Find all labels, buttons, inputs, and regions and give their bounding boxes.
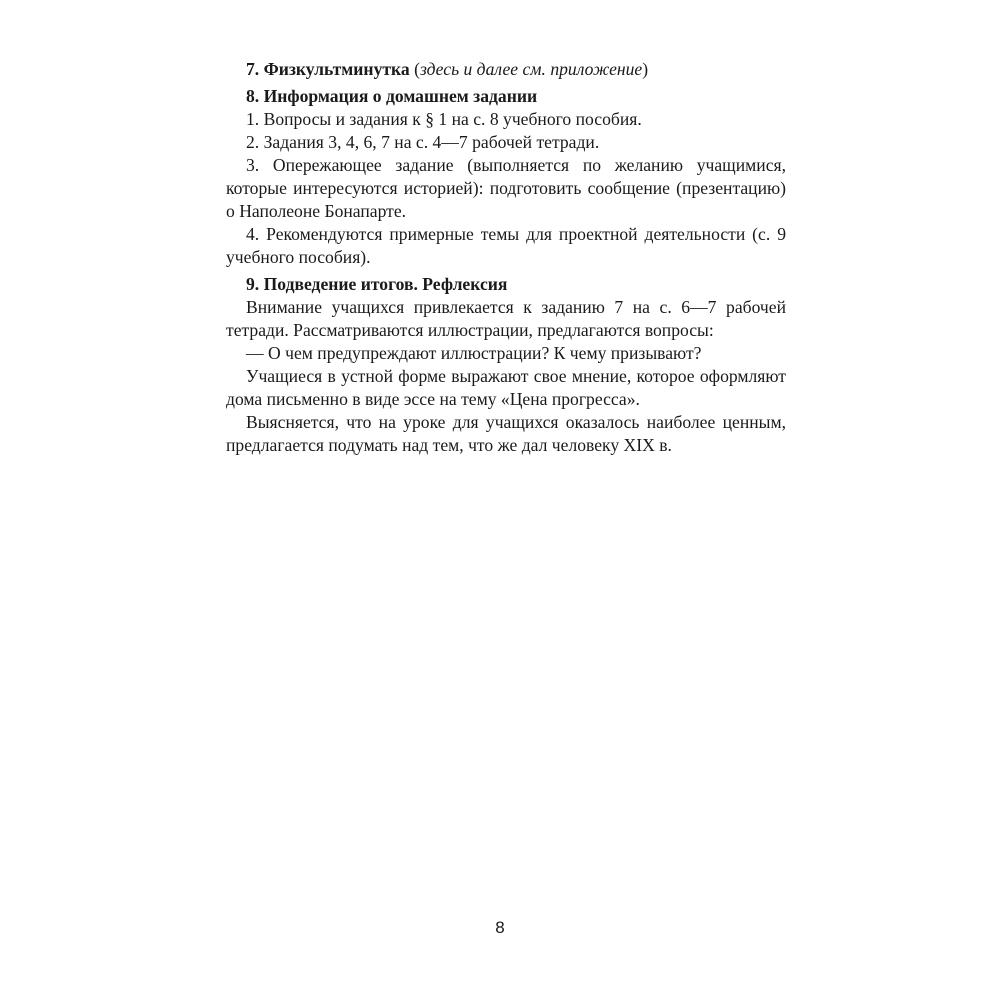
section-7-paren-open: ( bbox=[409, 59, 420, 79]
section-7-heading bbox=[226, 58, 786, 81]
section-8-item: 3. Опережающее задание (выполняется по желанию учащимися, которые интересуются историей): подготовить сообщение (презентацию) о Наполеоне Бонапарте. bbox=[226, 155, 786, 221]
section-8-item: 2. Задания 3, 4, 6, 7 на с. 4—7 рабочей тетради. bbox=[246, 132, 600, 152]
section-9-heading: 9. Подведение итогов. Рефлексия bbox=[246, 274, 508, 294]
page-content bbox=[226, 58, 786, 457]
section-8-item: 4. Рекомендуются примерные темы для проектной деятельности (с. 9 учебного пособия). bbox=[226, 224, 786, 267]
section-8-heading: 8. Информация о домашнем задании bbox=[246, 86, 538, 106]
section-9-paragraph: — О чем предупреждают иллюстрации? К чему призывают? bbox=[246, 343, 702, 363]
section-7-paren-close: ) bbox=[642, 59, 649, 79]
section-7-note: здесь и далее см. приложение bbox=[419, 59, 643, 79]
page-number: 8 bbox=[495, 918, 505, 937]
section-8-item: 1. Вопросы и задания к § 1 на с. 8 учебного пособия. bbox=[246, 109, 642, 129]
section-9-paragraph: Учащиеся в устной форме выражают свое мнение, которое оформляют дома письменно в виде эссе на тему «Цена прогресса». bbox=[226, 366, 786, 409]
section-9-paragraph: Внимание учащихся привлекается к заданию 7 на с. 6—7 рабочей тетради. Рассматриваются иллюстрации, предлагаются вопросы: bbox=[226, 297, 786, 340]
section-9-paragraph: Выясняется, что на уроке для учащихся оказалось наиболее ценным, предлагается подумать над тем, что же дал человеку XIX в. bbox=[226, 412, 786, 455]
section-7-title: 7. Физкультминутка bbox=[246, 59, 410, 79]
